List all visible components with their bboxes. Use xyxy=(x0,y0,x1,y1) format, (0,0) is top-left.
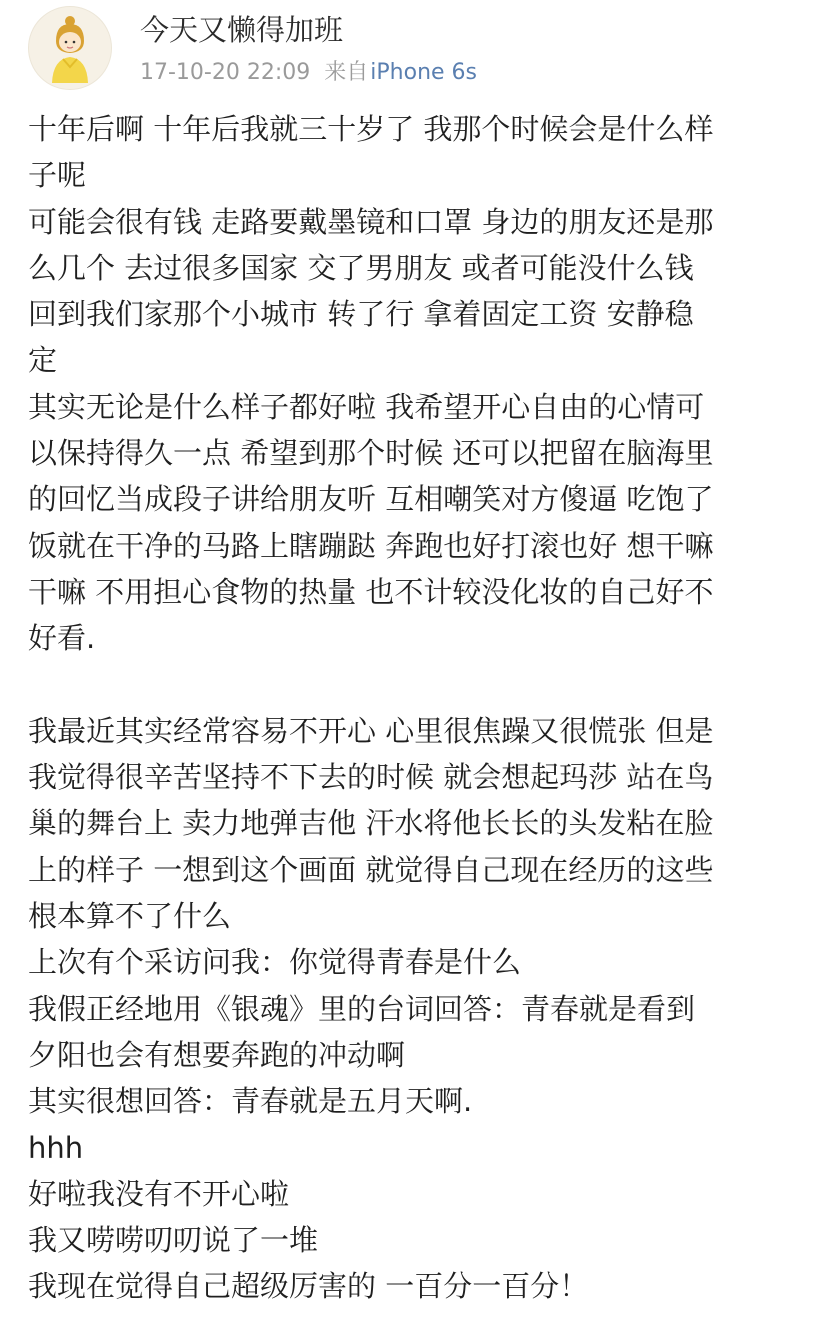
post-timestamp: 17-10-20 22:09 xyxy=(140,60,311,85)
post-text-line: 回到我们家那个小城市 转了行 拿着固定工资 安静稳 xyxy=(28,297,694,332)
post-text-line: 上的样子 一想到这个画面 就觉得自己现在经历的这些 xyxy=(28,852,714,887)
post-text-line: 干嘛 不用担心食物的热量 也不计较没化妆的自己好不 xyxy=(28,574,714,609)
username[interactable]: 今天又懒得加班 xyxy=(140,13,344,47)
source-device-link[interactable]: iPhone 6s xyxy=(370,60,477,85)
post-text-line: 十年后啊 十年后我就三十岁了 我那个时候会是什么样 xyxy=(28,112,714,146)
post-text-line: 其实很想回答：青春就是五月天啊. xyxy=(28,1084,473,1119)
post-text-line: 我最近其实经常容易不开心 心里很焦躁又很慌张 但是 xyxy=(28,713,714,748)
post-text-line: 定 xyxy=(28,343,58,378)
post-text-line: 好看. xyxy=(28,621,96,656)
paragraph-gap xyxy=(28,662,806,708)
post-text-line: 以保持得久一点 希望到那个时候 还可以把留在脑海里 xyxy=(28,436,714,471)
avatar-illustration-icon xyxy=(29,7,111,89)
post-text-line: 其实无论是什么样子都好啦 我希望开心自由的心情可 xyxy=(28,389,705,424)
source-prefix: 来自 xyxy=(324,60,369,85)
post-text-line: 上次有个采访问我：你觉得青春是什么 xyxy=(28,945,522,980)
post-text-line: 我假正经地用《银魂》里的台词回答：青春就是看到 xyxy=(28,991,696,1026)
post-text-line: 的回忆当成段子讲给朋友听 互相嘲笑对方傻逼 吃饱了 xyxy=(28,482,714,517)
post-header xyxy=(0,0,828,100)
post-text-line: 么几个 去过很多国家 交了男朋友 或者可能没什么钱 xyxy=(28,250,694,285)
post-body xyxy=(28,106,806,1310)
post-text-line: 饭就在干净的马路上瞎蹦跶 奔跑也好打滚也好 想干嘛 xyxy=(28,528,714,563)
post-text-line: 巢的舞台上 卖力地弹吉他 汗水将他长长的头发粘在脸 xyxy=(28,806,714,841)
post-text-line: 子呢 xyxy=(28,158,87,193)
post-text-line: 我觉得很辛苦坚持不下去的时候 就会想起玛莎 站在鸟 xyxy=(28,760,714,795)
post-text-line: hhh xyxy=(28,1130,84,1165)
post-text-line: 可能会很有钱 走路要戴墨镜和口罩 身边的朋友还是那 xyxy=(28,204,714,239)
post-text-line: 我又唠唠叨叨说了一堆 xyxy=(28,1223,319,1258)
post-text-line: 我现在觉得自己超级厉害的 一百分一百分！ xyxy=(28,1269,589,1304)
post-meta xyxy=(140,55,477,86)
post-text-line: 夕阳也会有想要奔跑的冲动啊 xyxy=(28,1037,406,1072)
post-text-line: 好啦我没有不开心啦 xyxy=(28,1176,290,1211)
post-text-line: 根本算不了什么 xyxy=(28,899,232,934)
avatar[interactable] xyxy=(28,6,112,90)
